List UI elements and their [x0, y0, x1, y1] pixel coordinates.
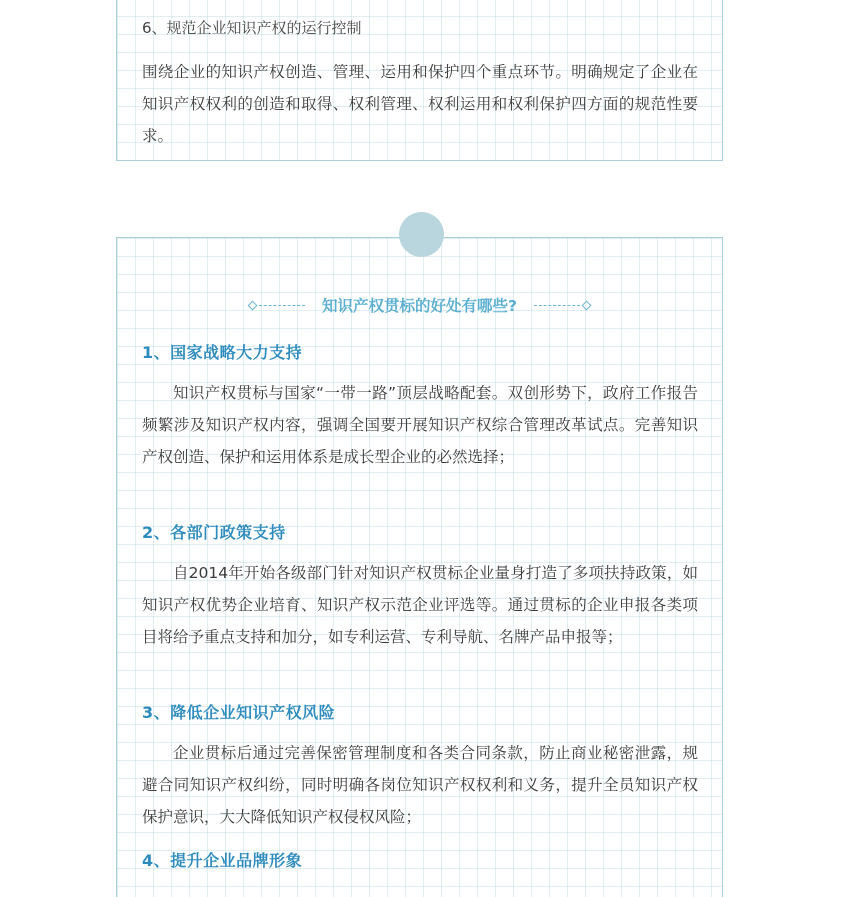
section-title-bar [116, 294, 723, 316]
benefit-2-body: 自2014年开始各级部门针对知识产权贯标企业量身打造了多项扶持政策，如知识产权优势企业培育、知识产权示范企业评选等。通过贯标的企业申报各类项目将给予重点支持和加分，如专利运营、专利导航、名牌产品申报等； [142, 564, 698, 646]
benefit-3-heading: 3、降低企业知识产权风险 [142, 703, 336, 722]
benefit-2-heading: 2、各部门政策支持 [142, 523, 286, 542]
benefit-4-heading: 4、提升企业品牌形象 [142, 851, 303, 870]
benefit-1-body: 知识产权贯标与国家“一带一路”顶层战略配套。双创形势下，政府工作报告频繁涉及知识产权内容，强调全国要开展知识产权综合管理改革试点。完善知识产权创造、保护和运用体系是成长型企业的必然选择； [142, 384, 698, 466]
top-section-heading: 6、规范企业知识产权的运行控制 [142, 19, 362, 37]
diamond-icon [248, 300, 258, 310]
right-ornament [531, 302, 590, 309]
section-title: 知识产权贯标的好处有哪些? [322, 297, 517, 315]
dashed-line [259, 305, 305, 306]
left-ornament [249, 302, 308, 309]
decorative-circle [399, 212, 444, 257]
top-section-body: 围绕企业的知识产权创造、管理、运用和保护四个重点环节。明确规定了企业在知识产权权利的创造和取得、权利管理、权利运用和权利保护四方面的规范性要求。 [142, 63, 698, 145]
dashed-line [534, 305, 580, 306]
benefit-3-body: 企业贯标后通过完善保密管理制度和各类合同条款，防止商业秘密泄露，规避合同知识产权纠纷，同时明确各岗位知识产权权利和义务，提升全员知识产权保护意识，大大降低知识产权侵权风险； [142, 744, 698, 826]
diamond-icon [582, 300, 592, 310]
benefit-1-heading: 1、国家战略大力支持 [142, 343, 303, 362]
